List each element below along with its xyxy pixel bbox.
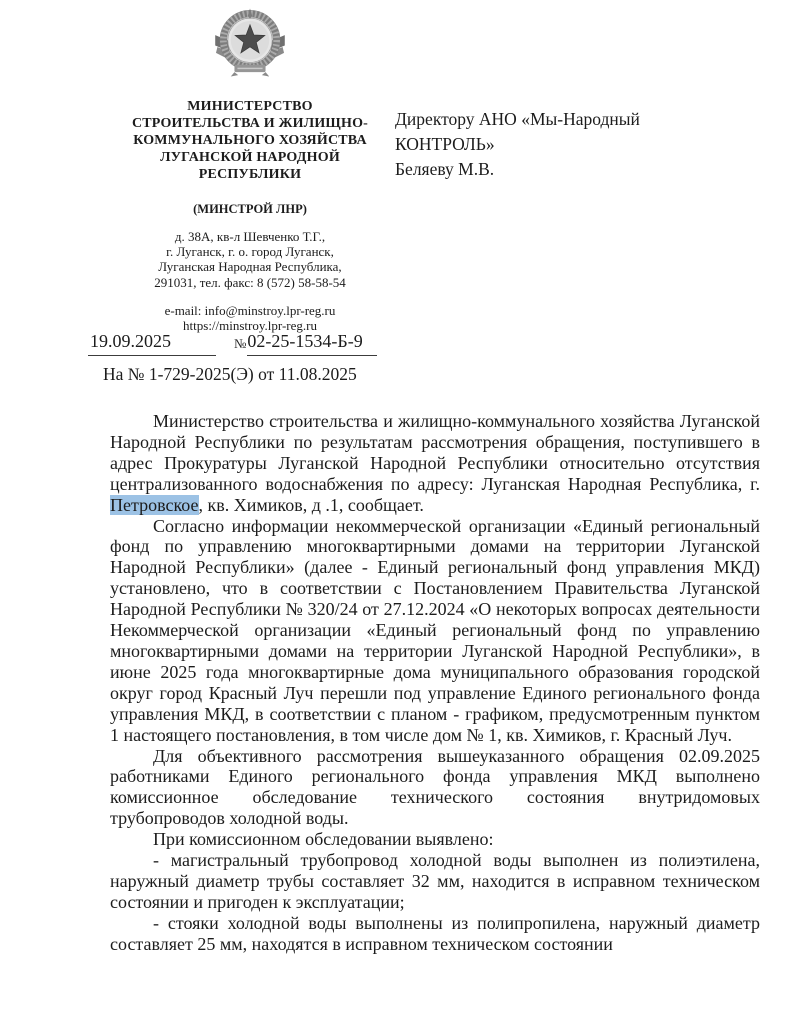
ministry-contacts <box>105 303 395 333</box>
ministry-address <box>105 229 395 290</box>
ministry-name-line: КОММУНАЛЬНОГО ХОЗЯЙСТВА <box>133 133 367 148</box>
address-line: г. Луганск, г. о. город Луганск, <box>166 244 334 260</box>
addressee-block <box>395 107 735 182</box>
address-line: 291031, тел. факс: 8 (572) 58-58-54 <box>154 274 346 290</box>
letter-date: 19.09.2025 <box>88 331 216 356</box>
paragraph-text: , кв. Химиков, д .1, сообщает. <box>198 494 424 515</box>
address-line: Луганская Народная Республика, <box>158 259 342 275</box>
body-paragraph: Согласно информации некоммерческой организации «Единый региональный фонд по управлению многоквартирными домами на территории Луганской Народной Республики» (далее - Единый региональный фонд управления МКД) установлено, что в соответствии с Постановлением Правительства Луганской Народной Республики № 320/24 от 27.12.2024 «О некоторых вопросах деятельности Некоммерческой организации «Единый региональный фонд по управлению многоквартирными домами на территории Луганской Народной Республики», в июне 2025 года многоквартирные дома муниципального образования городской округ город Красный Луч перешли под управление Единого регионального фонда управления МКД, в соответствии с планом - графиком, предусмотренным пунктом 1 настоящего постановления, в том числе дом № 1, кв. Химиков, г. Красный Луч. <box>110 515 760 745</box>
letter-body <box>110 411 760 955</box>
email-line: e-mail: info@minstroy.lpr-reg.ru <box>164 302 336 318</box>
reply-reference: На № 1-729-2025(Э) от 11.08.2025 <box>103 364 357 384</box>
reference-line <box>88 331 377 356</box>
body-paragraph: При комиссионном обследовании выявлено: <box>153 829 494 850</box>
body-paragraph: - магистральный трубопровод холодной воды выполнен из полиэтилена, наружный диаметр трубы составляет 32 мм, находится в исправном техническом состоянии и пригоден к эксплуатации; <box>110 850 760 912</box>
body-paragraph: - стояки холодной воды выполнены из полипропилена, наружный диаметр составляет 25 мм, находятся в исправном техническом состоянии <box>110 912 760 954</box>
ministry-name-line: ЛУГАНСКОЙ НАРОДНОЙ <box>160 150 340 165</box>
lpr-coat-of-arms-icon <box>213 6 287 82</box>
ministry-name-line: СТРОИТЕЛЬСТВА И ЖИЛИЩНО- <box>131 116 369 131</box>
addressee-line: Директору АНО «Мы-Народный <box>395 109 640 129</box>
letterhead <box>105 6 395 333</box>
highlighted-text: Петровское <box>110 494 199 515</box>
addressee-line: КОНТРОЛЬ» <box>395 134 495 154</box>
ministry-name <box>105 98 395 183</box>
body-paragraph <box>110 411 760 516</box>
ministry-short-name: (МИНСТРОЙ ЛНР) <box>193 202 307 216</box>
ministry-name-line: РЕСПУБЛИКИ <box>198 167 302 182</box>
addressee-line: Беляеву М.В. <box>395 159 495 179</box>
website-line: https://minstroy.lpr-reg.ru <box>183 318 317 334</box>
body-paragraph: Для объективного рассмотрения вышеуказанного обращения 02.09.2025 работниками Единого регионального фонда управления МКД выполнено комиссионное обследование технического состояния внутридомовых трубопроводов холодной воды. <box>110 745 760 829</box>
address-line: д. 38А, кв-л Шевченко Т.Г., <box>174 229 326 244</box>
paragraph-text: Министерство строительства и жилищно-коммунального хозяйства Луганской Народной Республики по результатам рассмотрения обращения, поступившего в адрес Прокуратуры Луганской Народной Республики относительно отсутствия централизованного водоснабжения по адресу: Луганская Народная Республика, г. <box>110 411 760 494</box>
outgoing-number: 02-25-1534-Б-9 <box>247 331 377 356</box>
number-sign: № <box>234 336 247 351</box>
ministry-name-line: МИНИСТЕРСТВО <box>187 99 313 114</box>
